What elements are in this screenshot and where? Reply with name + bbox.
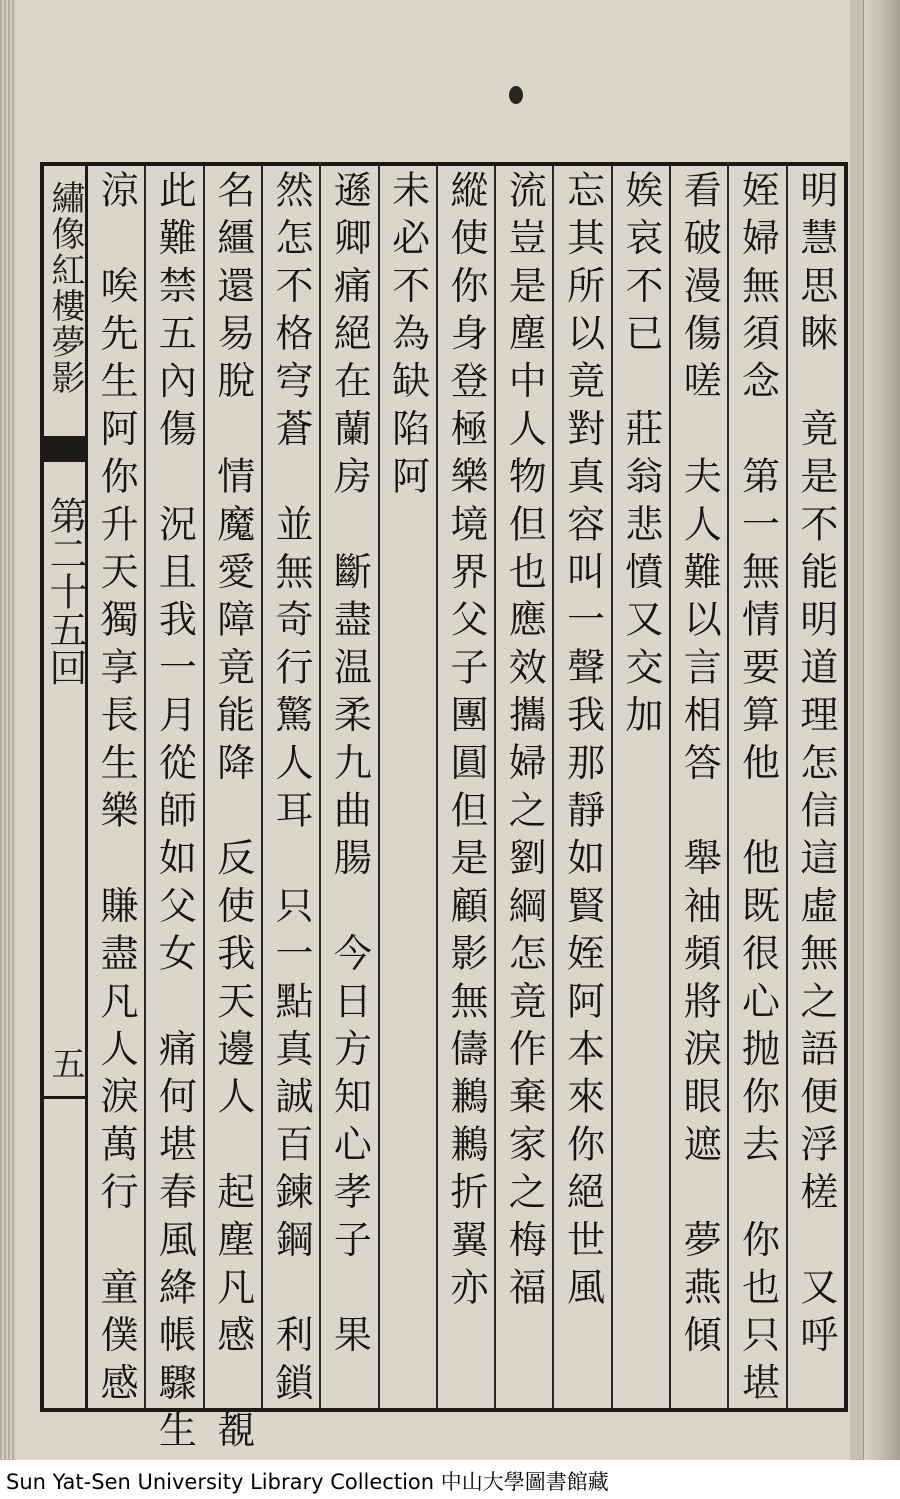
text-column: [203, 166, 261, 1458]
fishtail-mark: [44, 436, 86, 462]
column-text: 流豈是塵中人物但也應效攜婦之劉綱怎竟作棄家之梅福: [502, 170, 547, 1315]
chapter-label: 第二十五回: [43, 496, 87, 686]
text-column: [727, 166, 785, 1411]
book-title: 繡像紅樓夢影: [45, 180, 85, 396]
column-text: 此難禁五內傷 況且我一月從師如父女 痛何堪春風絳帳驟生: [152, 170, 197, 1458]
text-column: [552, 166, 610, 1408]
text-column: [144, 166, 202, 1458]
caption-text: Sun Yat-Sen University Library Collection 中山大學圖書館藏: [6, 1470, 609, 1494]
text-column: [786, 166, 844, 1408]
column-text: 看破漫傷嗟 夫人難以言相答 舉袖頻將淚眼遮 夢燕傾: [677, 170, 722, 1363]
column-text: 明慧思睞 竟是不能明道理怎信這虛無之語便浮槎 又呼: [793, 170, 838, 1363]
text-column: [436, 166, 494, 1408]
center-margin-strip: [44, 166, 88, 1408]
folio-rule: [44, 1096, 86, 1099]
column-text: 娭哀不已 莊翁悲憤又交加: [618, 170, 663, 743]
column-text: 然怎不格穹蒼 並無奇行驚人耳 只一點真誠百鍊鋼 利鎖: [269, 170, 314, 1411]
text-column: [261, 166, 319, 1411]
page-stack-edge: [863, 0, 900, 1460]
text-columns: [88, 166, 844, 1458]
ink-blot: [509, 86, 523, 104]
column-text: 遜卿痛絕在蘭房 斷盡温柔九曲腸 今日方知心孝子 果: [327, 170, 372, 1363]
library-caption: [0, 1460, 900, 1499]
column-text: 姪婦無須念 第一無情要算他 他既很心抛你去 你也只堪: [735, 170, 780, 1411]
column-text: 縱使你身登極樂境界父子團圓但是顧影無儔鶼鶼折翼亦: [443, 170, 488, 1315]
column-text: 忘其所以竟對真容叫一聲我那靜如賢姪阿本來你絕世風: [560, 170, 605, 1315]
text-column: [669, 166, 727, 1408]
text-column: [494, 166, 552, 1408]
text-column: [88, 166, 144, 1411]
column-text: 名繮還易脫 情魔愛障竟能降 反使我天邊人 起塵凡感 覩: [210, 170, 255, 1458]
column-text: 未必不為缺陷阿: [385, 170, 430, 504]
text-column: [319, 166, 377, 1408]
text-column: [611, 166, 669, 1408]
book-binding-edge: [0, 0, 16, 1460]
text-frame: [40, 162, 848, 1458]
text-column: [378, 166, 436, 1408]
column-text: 涼 唉先生阿你升天獨享長生樂 賺盡凡人淚萬行 童僕感: [94, 170, 139, 1411]
folio-number: 五: [45, 1046, 85, 1080]
